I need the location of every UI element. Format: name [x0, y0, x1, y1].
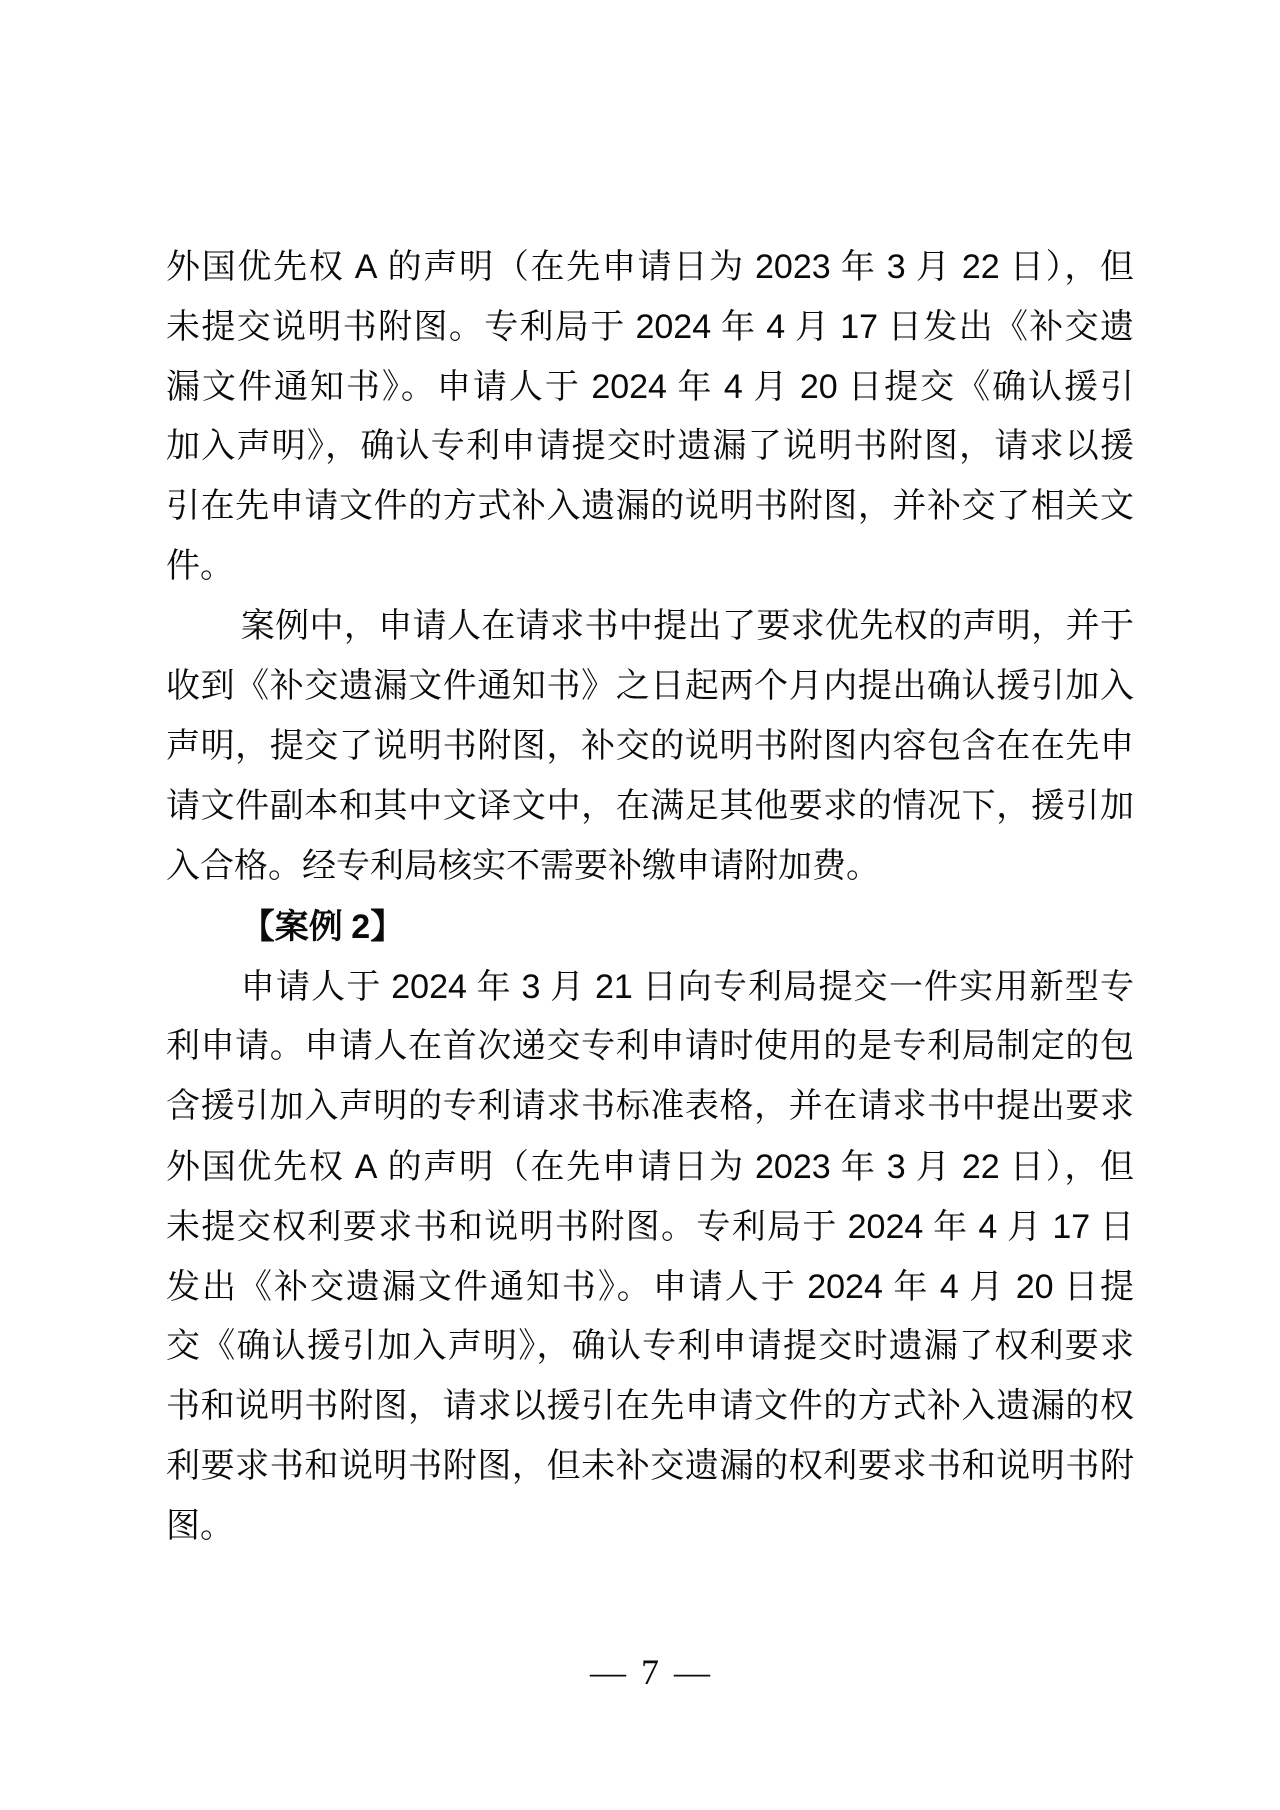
- latin-text: 4: [939, 1268, 959, 1306]
- heading-case-2: [166, 897, 1134, 957]
- text-line: 未提交说明书附图。专利局于 2024 年 4 月 17 日发出《补交遗: [166, 308, 1135, 346]
- text-line: 外国优先权 A 的声明（在先申请日为 2023 年 3 月 22 日），但: [166, 248, 1135, 286]
- latin-text: 3: [886, 248, 906, 286]
- text-line: 申请人于 2024 年 3 月 21 日向专利局提交一件实用新型专: [240, 968, 1135, 1006]
- latin-text: 2024: [391, 968, 467, 1006]
- latin-text: 4: [766, 308, 786, 346]
- text-line: 声明，提交了说明书附图，补交的说明书附图内容包含在在先申: [166, 728, 1134, 765]
- latin-text: 17: [1052, 1208, 1091, 1246]
- text-line: 漏文件通知书》。申请人于 2024 年 4 月 20 日提交《确认援引: [166, 368, 1135, 406]
- text-line: 利申请。申请人在首次递交专利申请时使用的是专利局制定的包: [166, 1028, 1134, 1065]
- text-line: 利要求书和说明书附图，但未补交遗漏的权利要求书和说明书附: [166, 1448, 1134, 1485]
- latin-text: 22: [961, 1148, 1000, 1186]
- latin-text: 21: [594, 968, 633, 1006]
- latin-text: 2024: [635, 308, 712, 346]
- latin-text: A: [354, 248, 378, 286]
- latin-text: 20: [1015, 1268, 1054, 1306]
- latin-text: 2023: [755, 248, 831, 286]
- text-line: 【案例 2】: [240, 908, 405, 946]
- text-line: 书和说明书附图，请求以援引在先申请文件的方式补入遗漏的权: [166, 1388, 1134, 1425]
- paragraph-case1-analysis: [166, 597, 1134, 897]
- paragraph-case1-facts: [166, 237, 1134, 597]
- page-footer: [166, 1650, 1134, 1694]
- text-line: 收到《补交遗漏文件通知书》之日起两个月内提出确认援引加入: [166, 668, 1134, 705]
- text-line: 引在先申请文件的方式补入遗漏的说明书附图，并补交了相关文: [166, 488, 1134, 525]
- text-line: 图。: [166, 1508, 234, 1545]
- latin-text: 3: [886, 1148, 906, 1186]
- latin-text: 2024: [807, 1268, 883, 1306]
- latin-text: 2: [351, 908, 371, 946]
- document-body: [166, 237, 1134, 1557]
- text-line: 件。: [166, 548, 234, 585]
- text-line: 加入声明》，确认专利申请提交时遗漏了说明书附图，请求以援: [166, 428, 1134, 465]
- latin-text: 3: [521, 968, 541, 1006]
- latin-text: 2024: [847, 1208, 924, 1246]
- paragraph-case2-facts: [166, 957, 1134, 1557]
- latin-text: 22: [961, 248, 1000, 286]
- latin-text: 4: [978, 1208, 998, 1246]
- text-line: 外国优先权 A 的声明（在先申请日为 2023 年 3 月 22 日），但: [166, 1148, 1135, 1186]
- latin-text: 2024: [591, 368, 667, 406]
- text-line: 发出《补交遗漏文件通知书》。申请人于 2024 年 4 月 20 日提: [166, 1268, 1135, 1306]
- text-line: 入合格。经专利局核实不需要补缴申请附加费。: [166, 848, 880, 885]
- text-line: 案例中，申请人在请求书中提出了要求优先权的声明，并于: [240, 608, 1134, 645]
- latin-text: 4: [723, 368, 743, 406]
- latin-text: 17: [840, 308, 879, 346]
- page-number: — 7 —: [590, 1652, 710, 1692]
- latin-text: 2023: [755, 1148, 831, 1186]
- text-line: 交《确认援引加入声明》，确认专利申请提交时遗漏了权利要求: [166, 1328, 1134, 1365]
- text-line: 含援引加入声明的专利请求书标准表格，并在请求书中提出要求: [166, 1088, 1134, 1125]
- latin-text: 20: [799, 368, 838, 406]
- latin-text: A: [354, 1148, 378, 1186]
- text-line: 未提交权利要求书和说明书附图。专利局于 2024 年 4 月 17 日: [166, 1208, 1135, 1246]
- text-line: 请文件副本和其中文译文中，在满足其他要求的情况下，援引加: [166, 788, 1134, 825]
